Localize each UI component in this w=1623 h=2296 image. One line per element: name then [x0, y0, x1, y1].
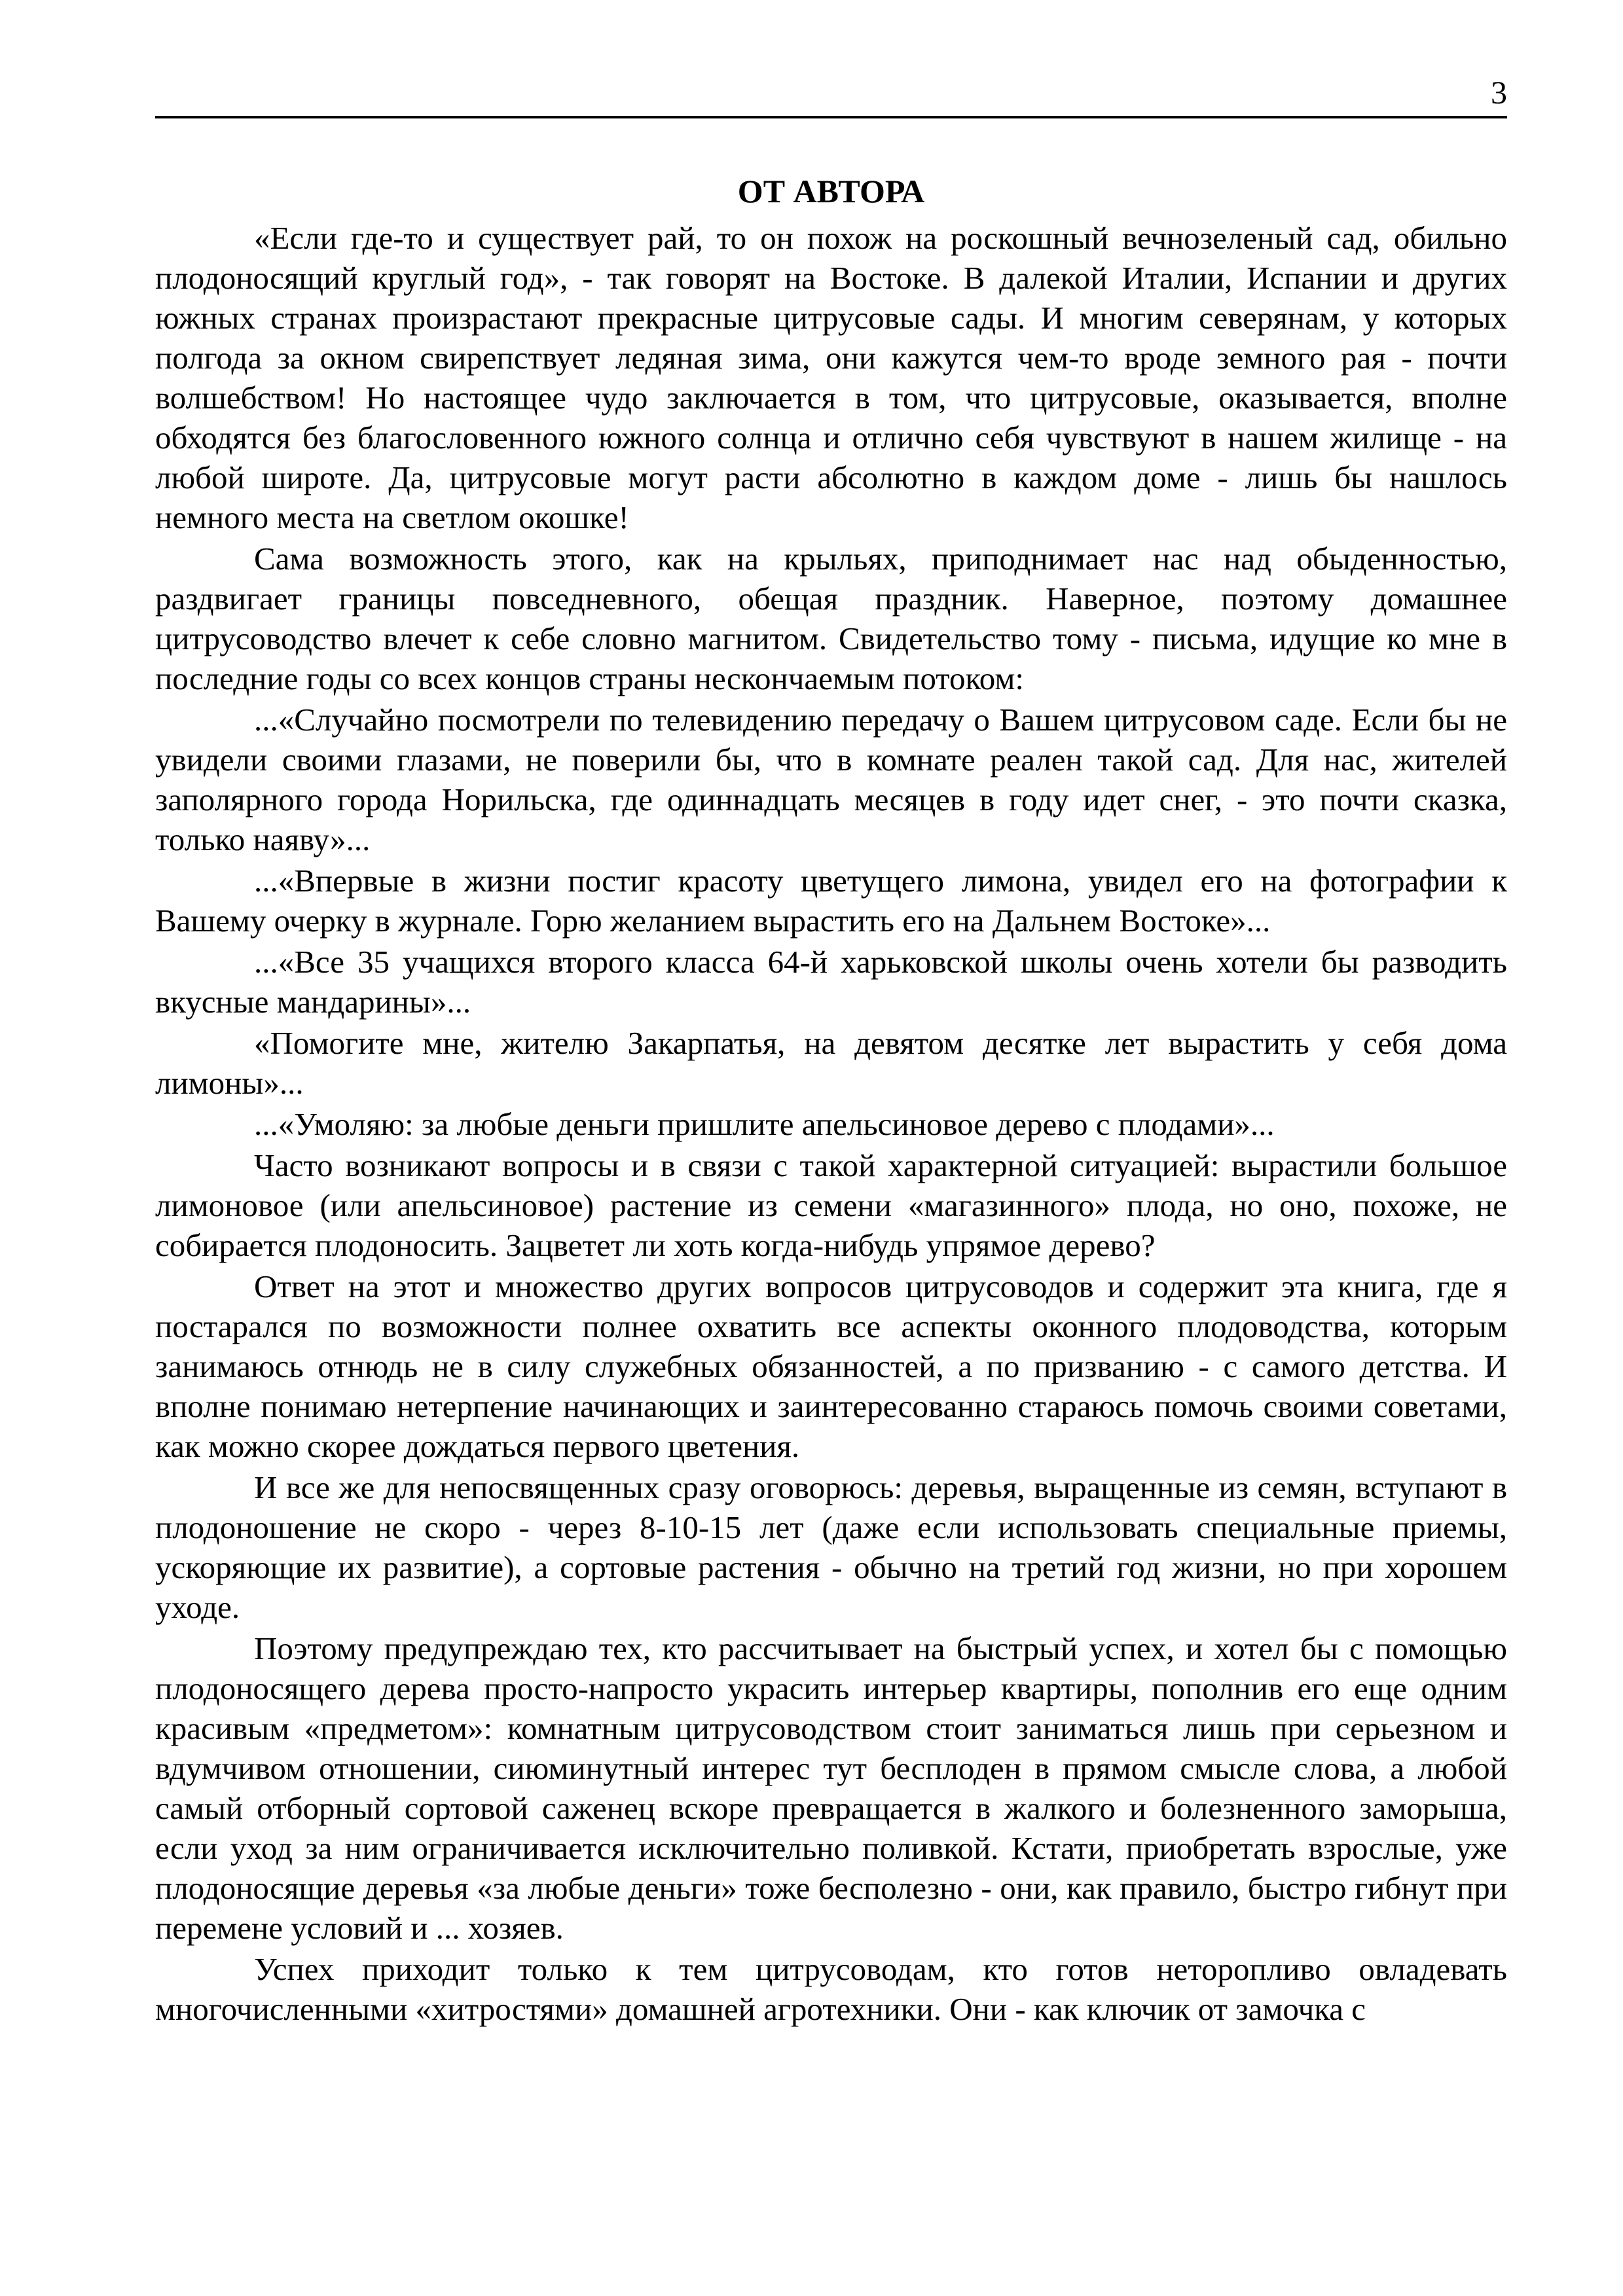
chapter-title: ОТ АВТОРА [737, 173, 925, 209]
page-number: 3 [1491, 74, 1507, 111]
header-rule [155, 116, 1507, 118]
paragraph: «Если где-то и существует рай, то он похож на роскошный вечнозеленый сад, обильно плодоносящий круглый год», - так говорят на Востоке. В далекой Италии, Испании и других южных странах произрастают прекрасные цитрусовые сады. И многим северянам, у которых полгода за окном свирепствует ледяная зима, они кажутся чем-то вроде земного рая - почти волшебством! Но настоящее чудо заключается в том, что цитрусовые, оказывается, вполне обходятся без благословенного южного солнца и отлично себя чувствуют в нашем жилище - на любой широте. Да, цитрусовые могут расти абсолютно в каждом доме - лишь бы нашлось немного места на светлом окошке! [155, 220, 1507, 535]
paragraph: Часто возникают вопросы и в связи с такой характерной ситуацией: вырастили большое лимоновое (или апельсиновое) растение из семени «магазинного» плода, но оно, похоже, не собирается плодоносить. Зацветет ли хоть когда-нибудь упрямое дерево? [155, 1147, 1507, 1263]
paragraph: Сама возможность этого, как на крыльях, приподнимает нас над обыденностью, раздвигает границы повседневного, обещая праздник. Наверное, поэтому домашнее цитрусоводство влечет к себе словно магнитом. Свидетельство тому - письма, идущие ко мне в последние годы со всех концов страны нескончаемым потоком: [155, 541, 1507, 696]
paragraph: ...«Умоляю: за любые деньги пришлите апельсиновое дерево с плодами»... [254, 1106, 1275, 1142]
paragraph: Поэтому предупреждаю тех, кто рассчитывает на быстрый успех, и хотел бы с помощью плодоносящего дерева просто-напросто украсить интерьер квартиры, пополнив его еще одним красивым «предметом»: комнатным цитрусоводством стоит заниматься лишь при серьезном и вдумчивом отношении, сиюминутный интерес тут бесплоден в прямом смысле слова, а любой самый отборный сортовой саженец вскоре превращается в жалкого и болезненного заморыша, если уход за ним ограничивается исключительно поливкой. Кстати, приобретать взрослые, уже плодоносящие деревья «за любые деньги» тоже бесполезно - они, как правило, быстро гибнут при перемене условий и ... хозяев. [155, 1630, 1507, 1946]
paragraph: Ответ на этот и множество других вопросов цитрусоводов и содержит эта книга, где я постарался по возможности полнее охватить все аспекты оконного плодоводства, которым занимаюсь отнюдь не в силу служебных обязанностей, а по призванию - с самого детства. И вполне понимаю нетерпение начинающих и заинтересованно стараюсь помочь своими советами, как можно скорее дождаться первого цветения. [155, 1268, 1507, 1464]
paragraph: ...«Впервые в жизни постиг красоту цветущего лимона, увидел его на фотографии к Вашему очерку в журнале. Горю желанием вырастить его на Дальнем Востоке»... [155, 863, 1507, 939]
paragraph: «Помогите мне, жителю Закарпатья, на девятом десятке лет вырастить у себя дома лимоны»... [155, 1025, 1507, 1101]
paragraph: И все же для непосвященных сразу оговорюсь: деревья, выращенные из семян, вступают в плодоношение не скоро - через 8-10-15 лет (даже если использовать специальные приемы, ускоряющие их развитие), а сортовые растения - обычно на третий год жизни, но при хорошем уходе. [155, 1469, 1507, 1625]
paragraph: ...«Все 35 учащихся второго класса 64-й харьковской школы очень хотели бы разводить вкусные мандарины»... [155, 944, 1507, 1020]
page-content [155, 171, 1507, 2030]
paragraph: Успех приходит только к тем цитрусоводам, кто готов неторопливо овладевать многочисленными «хитростями» домашней агротехники. Они - как ключик от замочка с [155, 1951, 1507, 2027]
paragraph: ...«Случайно посмотрели по телевидению передачу о Вашем цитрусовом саде. Если бы не увидели своими глазами, не поверили бы, что в комнате реален такой сад. Для нас, жителей заполярного города Норильска, где одиннадцать месяцев в году идет снег, - это почти сказка, только наяву»... [155, 702, 1507, 857]
